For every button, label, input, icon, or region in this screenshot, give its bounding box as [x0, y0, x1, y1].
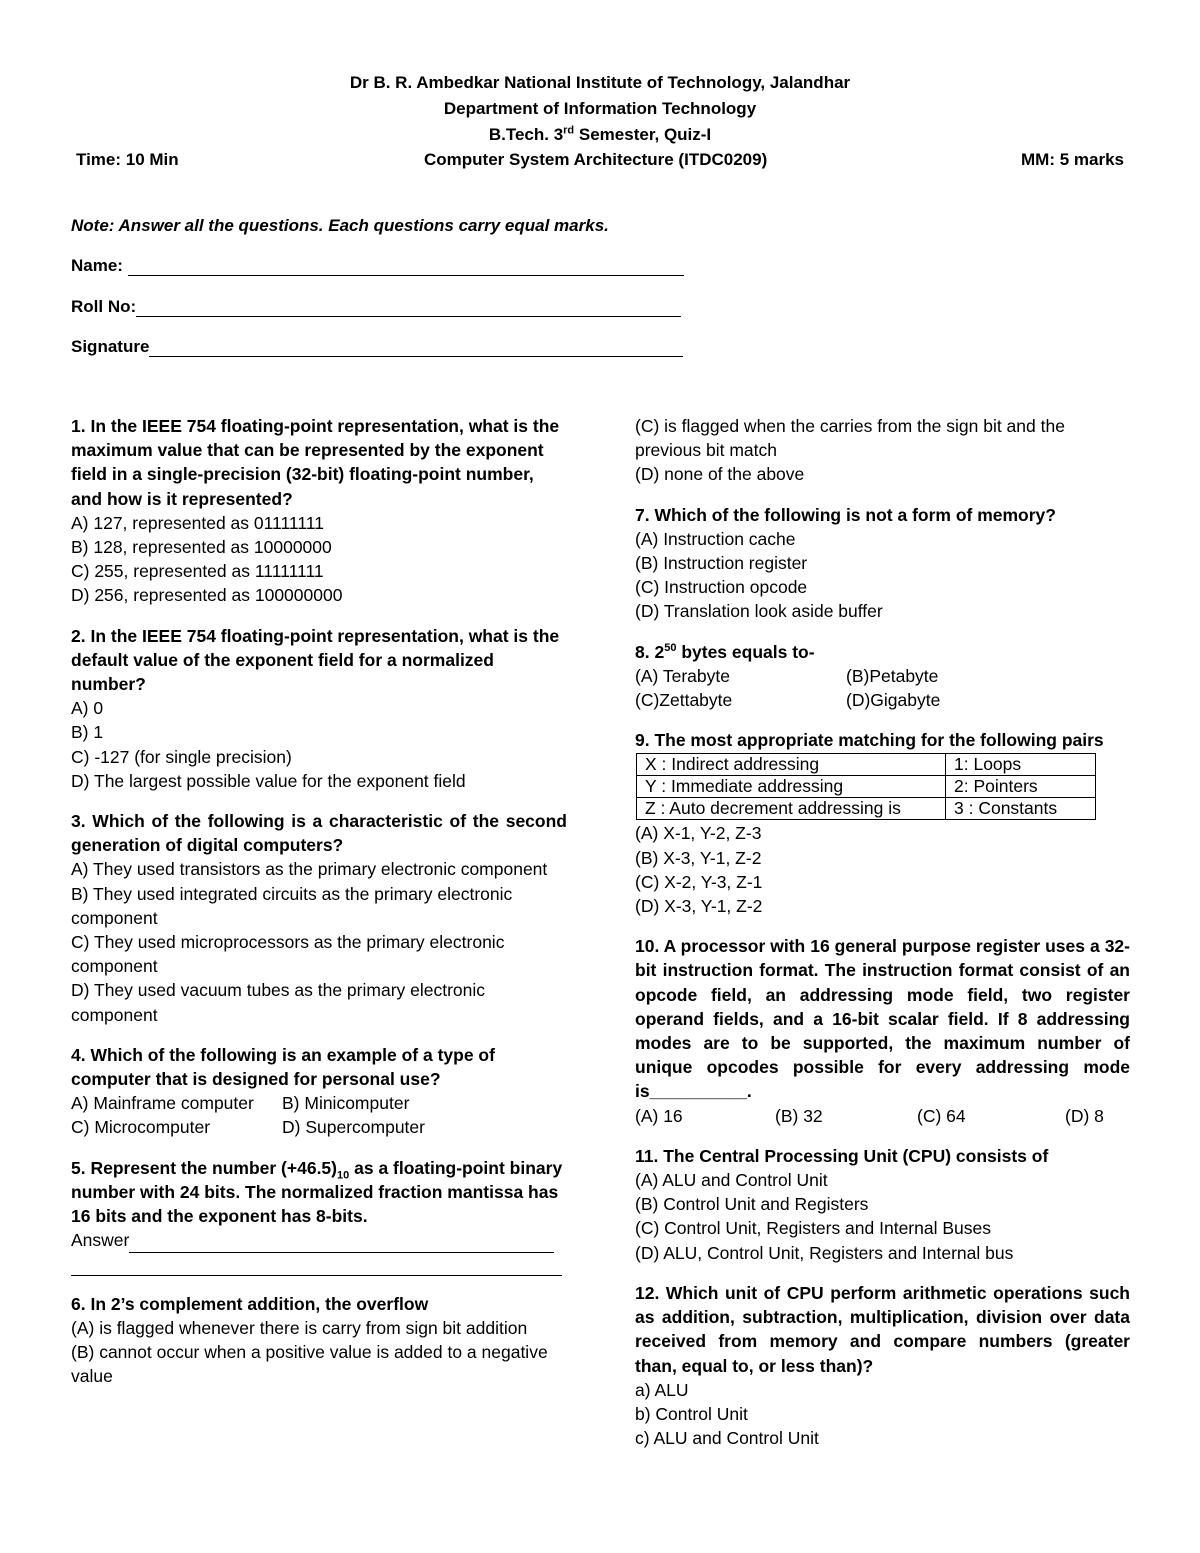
- option: (B) cannot occur when a positive value is added to a negative value: [71, 1341, 548, 1387]
- question-10-options: [635, 1104, 1130, 1128]
- option: B) Minicomputer: [282, 1093, 410, 1114]
- option: (A) 16: [635, 1105, 683, 1126]
- subject-label: Computer System Architecture (ITDC0209): [424, 150, 768, 169]
- answer-field[interactable]: [71, 1228, 567, 1252]
- option: A) Mainframe computer: [71, 1093, 254, 1114]
- option: (B) X-3, Y-1, Z-2: [635, 847, 762, 868]
- option: D) Supercomputer: [282, 1117, 425, 1138]
- option: b) Control Unit: [635, 1403, 748, 1424]
- question-11-text: 11. The Central Processing Unit (CPU) consists of: [635, 1145, 1049, 1166]
- option: A) 127, represented as 01111111: [71, 512, 324, 533]
- table-cell: 2: Pointers: [946, 776, 1096, 798]
- option: (C) Instruction opcode: [635, 577, 808, 598]
- option: (B) Control Unit and Registers: [635, 1194, 869, 1215]
- question-9-text: 9. The most appropriate matching for the following pairs: [635, 730, 1104, 751]
- question-4: [71, 1043, 567, 1140]
- left-column: [71, 414, 567, 1404]
- question-2-text: 2. In the IEEE 754 floating-point representation, what is the default value of the exponent field for a normalized number?: [71, 625, 560, 695]
- option: c) ALU and Control Unit: [635, 1428, 819, 1449]
- max-marks-label: MM: 5 marks: [1021, 150, 1124, 169]
- question-10-text: 10. A processor with 16 general purpose register uses a 32-bit instruction format. The instruction format consist of an opcode field, an addressing mode field, two register operand fields, and a 16-bit scalar field. If 8 addressing modes are to be supported, the maximum number of unique opcodes possible for every addressing mode is__________.: [635, 936, 1130, 1102]
- option: C) They used microprocessors as the primary electronic component: [71, 932, 505, 977]
- question-3-text: 3. Which of the following is a characteristic of the second generation of digital computers?: [71, 811, 567, 856]
- option: (C) is flagged when the carries from the sign bit and the previous bit match: [635, 416, 1065, 461]
- option: D) The largest possible value for the exponent field: [71, 770, 466, 791]
- question-1: [71, 414, 567, 608]
- option: C) Microcomputer: [71, 1117, 211, 1138]
- answer-line[interactable]: [129, 1234, 554, 1253]
- question-3: [71, 809, 567, 1027]
- option: a) ALU: [635, 1379, 689, 1400]
- question-6-continued: [635, 414, 1130, 487]
- course-line: B.Tech. 3rd Semester, Quiz-I: [488, 124, 712, 144]
- roll-line[interactable]: [136, 298, 681, 317]
- option: (A) ALU and Control Unit: [635, 1170, 828, 1191]
- institute-name: Dr B. R. Ambedkar National Institute of Technology, Jalandhar: [349, 73, 851, 92]
- option: D) They used vacuum tubes as the primary electronic component: [71, 980, 486, 1025]
- table-row: [637, 776, 1096, 798]
- table-cell: 3 : Constants: [946, 798, 1096, 820]
- question-7-text: 7. Which of the following is not a form of memory?: [635, 504, 1056, 525]
- question-12-text: 12. Which unit of CPU perform arithmetic operations such as addition, subtraction, multiplication, division over data received from memory and compare numbers (greater than, equal to, or less than)?: [635, 1282, 1130, 1376]
- question-11: [635, 1144, 1130, 1265]
- option: (D)Gigabyte: [846, 690, 941, 711]
- question-1-text: 1. In the IEEE 754 floating-point representation, what is the maximum value that can be represented by the exponent field in a single-precision (32-bit) floating-point number, and how is it represented?: [71, 416, 560, 509]
- option: C) 255, represented as 11111111: [71, 561, 324, 582]
- roll-label: Roll No:: [71, 297, 137, 316]
- question-6-text: 6. In 2’s complement addition, the overflow: [71, 1293, 429, 1314]
- option: (C) X-2, Y-3, Z-1: [635, 871, 763, 892]
- roll-field[interactable]: [71, 297, 681, 317]
- option: (B) Instruction register: [635, 553, 808, 574]
- table-cell: Z : Auto decrement addressing is: [637, 798, 946, 820]
- option: (C) 64: [917, 1105, 966, 1126]
- option: A) They used transistors as the primary electronic component: [71, 859, 548, 880]
- answer-line-2[interactable]: [71, 1257, 562, 1276]
- option: (B) 32: [775, 1105, 823, 1126]
- option: (C)Zettabyte: [635, 690, 733, 711]
- option: (D) Translation look aside buffer: [635, 601, 883, 622]
- table-cell: X : Indirect addressing: [637, 754, 946, 776]
- question-5-text: 5. Represent the number $(+46.5)_{10}$ as a floating-point binary number with 24 bits. The normalized fraction mantissa has 16 bits and the exponent has 8-bits.: [71, 1157, 563, 1227]
- question-4-options: [71, 1091, 567, 1139]
- table-cell: Y : Immediate addressing: [637, 776, 946, 798]
- option: (A) Terabyte: [635, 665, 730, 686]
- option: A) 0: [71, 698, 104, 719]
- signature-label: Signature: [71, 337, 150, 356]
- question-7: [635, 503, 1130, 624]
- option: B) They used integrated circuits as the primary electronic component: [71, 883, 513, 928]
- option: C) -127 (for single precision): [71, 746, 292, 767]
- department-name: Department of Information Technology: [443, 99, 757, 118]
- question-6: [71, 1292, 567, 1389]
- signature-line[interactable]: [149, 338, 683, 357]
- right-column: [635, 414, 1130, 1466]
- option: (D) X-3, Y-1, Z-2: [635, 896, 763, 917]
- option: (A) is flagged whenever there is carry from sign bit addition: [71, 1317, 528, 1338]
- question-8-options: [635, 664, 1130, 712]
- table-cell: 1: Loops: [946, 754, 1096, 776]
- question-4-text: 4. Which of the following is an example of a type of computer that is designed for personal use?: [71, 1044, 495, 1090]
- question-2: [71, 624, 567, 793]
- signature-field[interactable]: [71, 337, 683, 357]
- question-8: [635, 640, 1130, 713]
- option: (D) 8: [1065, 1105, 1104, 1126]
- instructions-note: Note: Answer all the questions. Each questions carry equal marks.: [71, 216, 609, 235]
- question-5: [71, 1156, 567, 1276]
- name-line[interactable]: [128, 257, 684, 276]
- table-row: [637, 798, 1096, 820]
- option: B) 1: [71, 722, 104, 743]
- question-8-text: 8. $2^{50}$ bytes equals to-: [635, 641, 815, 662]
- option: (D) ALU, Control Unit, Registers and Internal bus: [635, 1242, 1014, 1263]
- name-field[interactable]: [71, 256, 684, 276]
- option: (B)Petabyte: [846, 665, 939, 686]
- question-9: [635, 728, 1130, 918]
- option: (A) Instruction cache: [635, 528, 796, 549]
- time-label: Time: 10 Min: [76, 150, 179, 169]
- name-label: Name:: [71, 256, 128, 275]
- matching-table: [636, 753, 1096, 820]
- question-12: [635, 1281, 1130, 1450]
- option: (C) Control Unit, Registers and Internal Buses: [635, 1218, 991, 1239]
- option: D) 256, represented as 100000000: [71, 585, 343, 606]
- question-10: [635, 934, 1130, 1128]
- table-row: [637, 754, 1096, 776]
- option: (D) none of the above: [635, 464, 805, 485]
- option: (A) X-1, Y-2, Z-3: [635, 823, 762, 844]
- option: B) 128, represented as 10000000: [71, 537, 332, 558]
- answer-label: Answer: [71, 1230, 130, 1251]
